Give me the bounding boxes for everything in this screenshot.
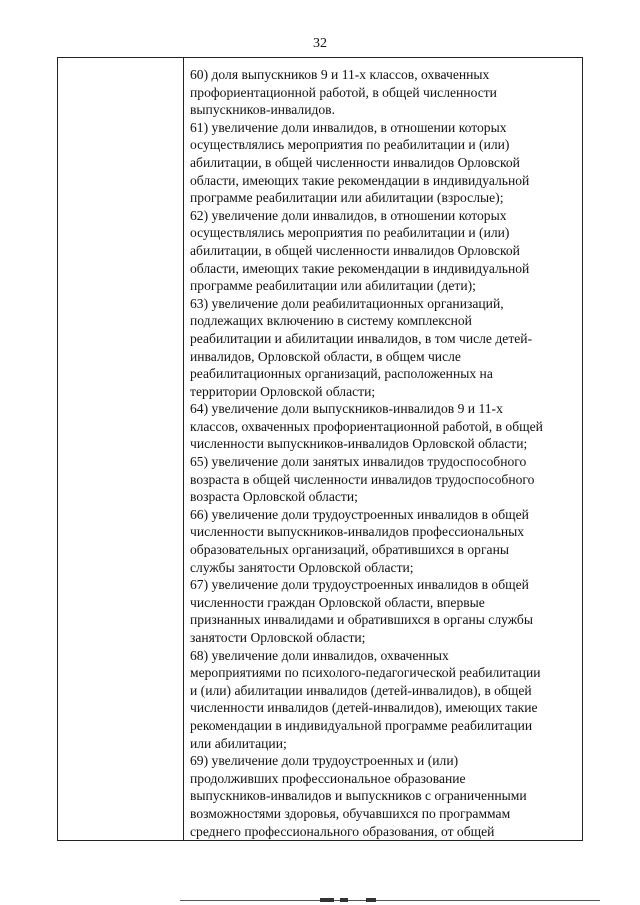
list-item: 63) увеличение доли реабилитационных организаций, подлежащих включению в систему комплексной реабилитации и абилитации инвалидов, в том числе детей- инвалидов, Орловской области, в общем числе реабилитационных организаций, расположенных на территории Орловской области; bbox=[190, 295, 533, 399]
list-item: 60) доля выпускников 9 и 11-х классов, охваченных профориентационной работой, в общей численности выпускников-инвалидов. bbox=[190, 67, 497, 118]
list-item: 67) увеличение доли трудоустроенных инвалидов в общей численности граждан Орловской области, впервые признанных инвалидами и обратившихся в органы службы занятости Орловской области; bbox=[190, 577, 533, 645]
list-item: 68) увеличение доли инвалидов, охваченных мероприятиями по психолого-педагогической реабилитации и (или) абилитации инвалидов (детей-инвалидов), в общей численности инвалидов (детей-инвалидов), имеющих такие рекомендации в индивидуальной программе реабилитации или абилитации; bbox=[190, 647, 541, 751]
list-item: 62) увеличение доли инвалидов, в отношении которых осуществлялись мероприятия по реабилитации и (или) абилитации, в общей численности инвалидов Орловской области, имеющих такие рекомендации в индивидуальной программе реабилитации или абилитации (дети); bbox=[190, 207, 530, 294]
list-item: 66) увеличение доли трудоустроенных инвалидов в общей численности выпускников-инвалидов профессиональных образовательных организаций, обратившихся в органы службы занятости Орловской области; bbox=[190, 506, 529, 575]
scan-artifact bbox=[180, 897, 600, 905]
table-row bbox=[58, 58, 583, 841]
document-table bbox=[57, 57, 583, 841]
empty-left-cell bbox=[58, 58, 184, 841]
list-item: 65) увеличение доли занятых инвалидов трудоспособного возраста в общей численности инвалидов трудоспособного возраста Орловской области; bbox=[190, 454, 535, 505]
list-item: 69) увеличение доли трудоустроенных и (или) продолживших профессиональное образование выпускников-инвалидов и выпускников с ограниченными возможностями здоровья, обучавшихся по программам среднего профессионального образования, от общей bbox=[190, 753, 527, 839]
list-item: 61) увеличение доли инвалидов, в отношении которых осуществлялись мероприятия по реабилитации и (или) абилитации, в общей численности инвалидов Орловской области, имеющих такие рекомендации в индивидуальной программе реабилитации или абилитации (взрослые); bbox=[190, 119, 530, 206]
page-number: 32 bbox=[313, 36, 327, 51]
list-item: 64) увеличение доли выпускников-инвалидов 9 и 11-х классов, охваченных профориентационной работой, в общей численности выпускников-инвалидов Орловской области; bbox=[190, 401, 543, 452]
indicators-cell bbox=[184, 58, 583, 841]
